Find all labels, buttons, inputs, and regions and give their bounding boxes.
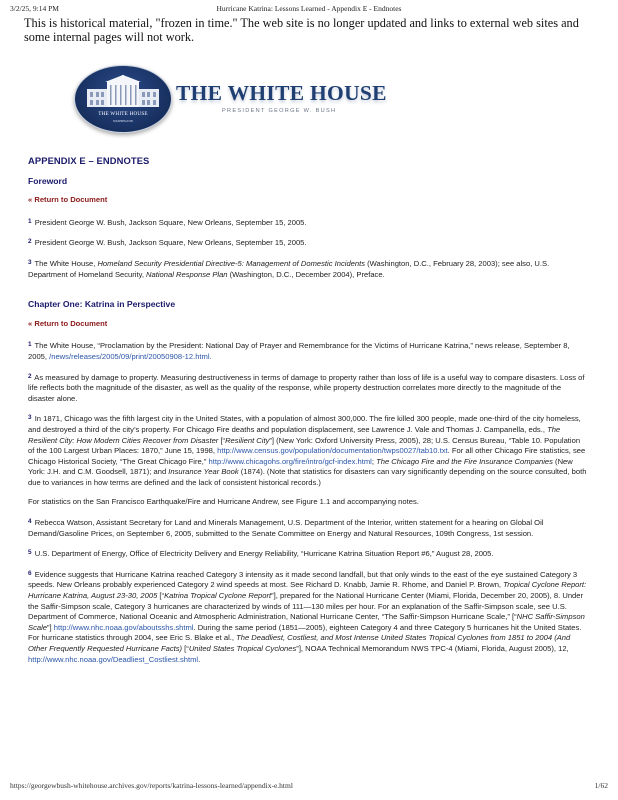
- section-spacer: [28, 289, 588, 299]
- citation-title: The Chicago Fire and the Fire Insurance Companies: [376, 456, 553, 466]
- endnote-text: [“: [182, 644, 189, 653]
- citation-link[interactable]: /news/releases/2005/09/print/20050908-12.html.: [49, 351, 212, 361]
- print-header: [10, 4, 608, 14]
- endnote-number: 5: [28, 549, 32, 557]
- endnote-text: President George W. Bush, Jackson Square, New Orleans, September 15, 2005.: [34, 217, 307, 227]
- endnote-text: [“: [218, 435, 226, 445]
- endnote: [28, 497, 588, 508]
- endnote-text: . During the same period (1851—2005), eighteen Category 4 and three Category 5 hurricanes hit the United States. For hurricane statistics through 2004, see Eric S. Blake et al.,: [28, 622, 582, 643]
- endnote-number: 4: [28, 518, 32, 526]
- print-page-number: 1/62: [594, 781, 608, 790]
- section-heading: Foreword: [28, 175, 68, 186]
- endnote: [28, 413, 588, 488]
- endnote-text: President George W. Bush, Jackson Square, New Orleans, September 15, 2005.: [34, 238, 307, 248]
- return-to-document-link[interactable]: « Return to Document: [28, 318, 108, 328]
- endnote-text: [“: [157, 591, 165, 601]
- endnote-sections: [28, 176, 588, 666]
- endnote-text: ”] (New York: Oxford University Press, 2005), 28; U.S. Census Bureau, “Table 10. Population of the 100 Largest Urban Places: 1870,” June 15, 1998,: [28, 435, 581, 456]
- historical-notice: This is historical material, "frozen in time." The web site is no longer updated and links to external web sites and some internal pages will not work.: [24, 16, 579, 44]
- citation-title: Resilient City: [225, 435, 270, 445]
- endnote: [28, 237, 588, 249]
- citation-link[interactable]: http://www.nhc.noaa.gov/Deadliest_Costliest.shtml: [28, 654, 199, 664]
- endnote-text: U.S. Department of Energy, Office of Electricity Delivery and Energy Reliability, “Hurricane Katrina Situation Report #6,” August 28, 2005.: [34, 549, 494, 559]
- white-house-seal-icon: [74, 65, 172, 133]
- endnote: [28, 548, 588, 560]
- endnote-text: ”], prepared for the National Hurricane Center (Miami, Florida, December 20, 2005), 8. Under the Saffir-Simpson scale, Category 3 hurricanes are characterized by winds of 111—130 miles per hour. For an explanation of the Saffir-Simpson scale, see U.S. Department of Commerce, National Oceanic and Atmospheric Administration, National Hurricane Center, “The Saffir-Simpson Hurricane Scale,” [“: [28, 591, 584, 622]
- endnote-text: (Washington, D.C., December 2004), Preface.: [227, 269, 385, 279]
- print-page-title: Hurricane Katrina: Lessons Learned - Appendix E - Endnotes: [216, 4, 402, 13]
- citation-title: The Deadliest, Costliest, and Most Intense United States Tropical Cyclones from 1851 to 2004 (And Other Frequently Requested Hurricane Facts): [28, 633, 571, 653]
- endnote-number: 2: [28, 238, 32, 246]
- endnote-text: As measured by damage to property. Measuring destructiveness in terms of damage to property rather than loss of life is a useful way to compare disasters. Loss of life reflects both the magnitude of the disaster, as well as the quality of the response, while property destruction correlates more directly to the magnitude of the disaster alone.: [28, 372, 585, 403]
- seal-text: THE WHITE HOUSE: [98, 111, 148, 117]
- citation-link[interactable]: http://www.census.gov/population/documentation/twps0027/tab10.txt: [217, 446, 448, 456]
- citation-title: United States Tropical Cyclones: [188, 644, 297, 653]
- endnote-text: Rebecca Watson, Assistant Secretary for Land and Minerals Management, U.S. Department of the Interior, written statement for a hearing on Global Oil Demand/Gasoline Prices, on September 6, 2005, submitted to the Senate Committee on Energy and Natural Resources, 109th Congress, 1st session.: [28, 518, 544, 538]
- citation-title: Homeland Security Presidential Directive-5: Management of Domestic Incidents: [97, 258, 366, 268]
- citation-link[interactable]: http://www.nhc.noaa.gov/aboutsshs.shtml: [53, 622, 194, 632]
- endnote-text: (New York: J.H. and C.M. Goodsell, 1871); and: [28, 456, 573, 477]
- citation-title: Insurance Year Book: [168, 467, 239, 477]
- endnote-text: (Washington, D.C., February 28, 2003); see also, U.S. Department of Homeland Security,: [28, 258, 550, 279]
- seal-subtext: WASHINGTON: [113, 119, 133, 123]
- endnote-text: The White House,: [34, 258, 98, 268]
- return-to-document-link[interactable]: « Return to Document: [28, 195, 108, 205]
- citation-title: National Response Plan: [146, 269, 228, 279]
- endnote-number: 1: [28, 217, 32, 225]
- endnote: [28, 340, 588, 362]
- section-heading: Chapter One: Katrina in Perspective: [28, 299, 176, 310]
- page-title: APPENDIX E – ENDNOTES: [28, 155, 150, 166]
- banner-subtitle: PRESIDENT GEORGE W. BUSH: [222, 108, 337, 114]
- endnote-text: .: [198, 654, 201, 664]
- white-house-banner[interactable]: [72, 62, 392, 142]
- endnote: [28, 217, 588, 229]
- endnote-text: ;: [371, 456, 377, 466]
- endnote: [28, 258, 588, 280]
- endnote-text: ”], NOAA Technical Memorandum NWS TPC-4 (Miami, Florida, August 2005), 12,: [296, 644, 569, 653]
- white-house-building-icon: [87, 75, 159, 111]
- white-house-wordmark: THE WHITE HOUSE: [176, 81, 387, 105]
- citation-title: Tropical Cyclone Report: Hurricane Katrina, August 23-30, 2005: [28, 580, 587, 601]
- endnote-text: (1874). (Note that statistics for disasters can vary significantly depending on the source consulted, both due to variances in how terms are defined and the lack of consistent historical records.): [28, 467, 587, 487]
- endnote-text: Evidence suggests that Hurricane Katrina reached Category 3 intensity as it made second landfall, but that only winds to the east of the eye sustained Category 3 speeds. New Orleans probably experienced Category 2 wind speeds at most. See Richard D. Knabb, Jamie R. Rhome, and Daniel P. Brown,: [28, 569, 578, 590]
- citation-title: The Resilient City: How Modern Cities Recover from Disaster: [28, 424, 561, 445]
- print-datetime: 3/2/25, 9:14 PM: [10, 4, 59, 13]
- citation-title: NHC Saffir-Simpson Scale: [28, 612, 585, 632]
- endnote-text: ”]: [47, 622, 54, 632]
- endnotes-content: [28, 156, 588, 674]
- endnote-text: . For all other Chicago Fire statistics, see Chicago Historical Society, “The Great Chicago Fire,”: [28, 446, 586, 466]
- endnote: [28, 569, 588, 665]
- endnote-text: For statistics on the San Francisco Earthquake/Fire and Hurricane Andrew, see Figure 1.1 and accompanying notes.: [28, 497, 419, 507]
- endnote-number: 2: [28, 372, 32, 380]
- endnote-number: 6: [28, 569, 32, 577]
- endnote-number: 3: [28, 258, 32, 266]
- endnote: [28, 372, 588, 405]
- endnote-number: 1: [28, 341, 32, 349]
- citation-title: Katrina Tropical Cyclone Report: [164, 591, 272, 601]
- endnote-text: In 1871, Chicago was the fifth largest city in the United States, with a population of almost 300,000. The fire killed 300 people, made one-third of the city homeless, and destroyed a third of the city’s property. For Chicago Fire deaths and population displacement, see Lawrence J. Vale and Thomas J. Campanella, eds.,: [28, 414, 581, 434]
- endnote-text: The White House, “Proclamation by the President: National Day of Prayer and Remembrance for the Victims of Hurricane Katrina,” news release, September 8, 2005,: [28, 341, 570, 361]
- endnote-number: 3: [28, 414, 32, 422]
- citation-link[interactable]: http://www.chicagohs.org/fire/intro/gcf-index.html: [208, 456, 372, 466]
- endnote: [28, 517, 588, 539]
- print-url: https://georgewbush-whitehouse.archives.gov/reports/katrina-lessons-learned/appendix-e.html: [10, 781, 293, 790]
